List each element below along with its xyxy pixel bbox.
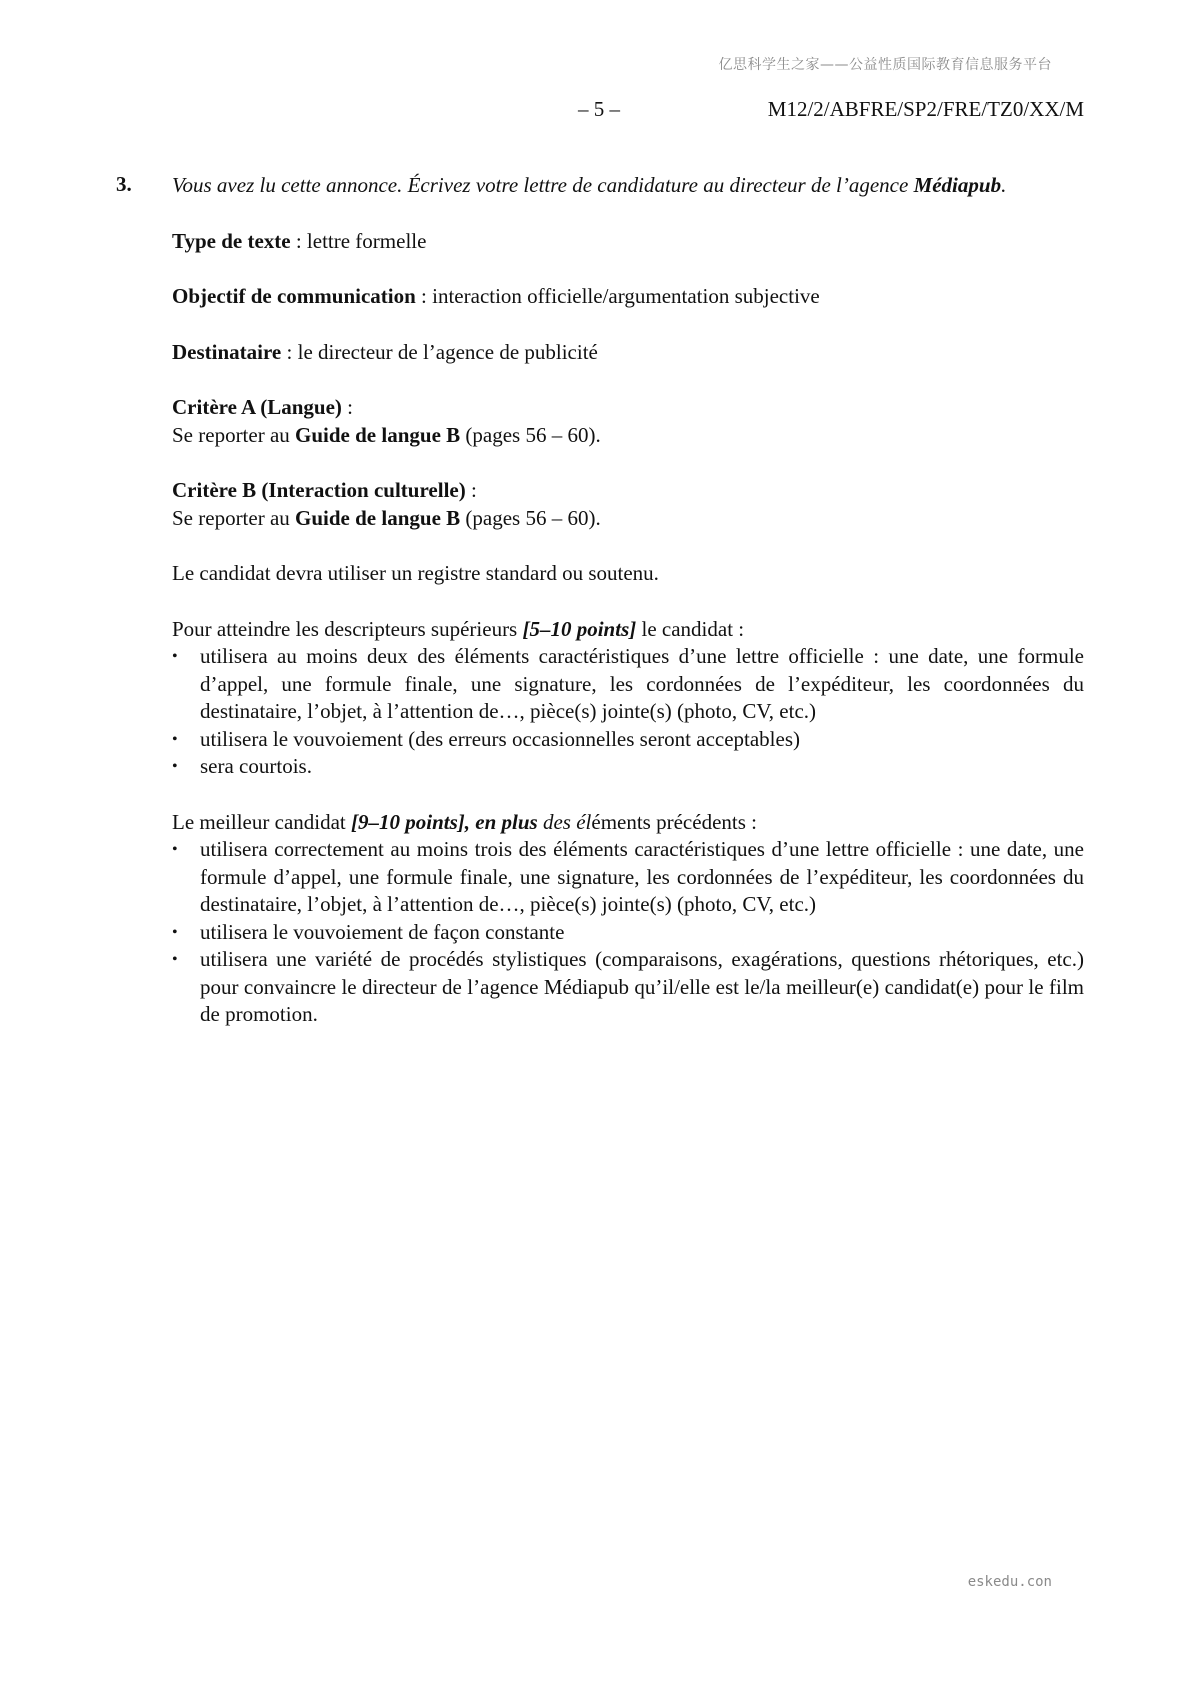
watermark-top: 亿思科学生之家——公益性质国际教育信息服务平台 xyxy=(718,57,1052,73)
markscheme-content xyxy=(172,172,1084,1057)
critere-b-sep: : xyxy=(465,478,477,502)
type-texte xyxy=(172,228,1084,256)
page-number: – 5 – xyxy=(578,97,620,121)
superieurs-list xyxy=(172,643,1084,781)
list-item: • utilisera le vouvoiement (des erreurs occasionnelles seront acceptables) xyxy=(172,726,1084,754)
type-texte-label: Type de texte xyxy=(172,228,291,253)
type-texte-sep: : xyxy=(290,228,307,253)
critere-a-guide: Guide de langue B xyxy=(295,422,461,447)
objectif-sep: : xyxy=(415,284,433,308)
type-texte-value: lettre formelle xyxy=(306,228,427,253)
descripteurs-superieurs xyxy=(172,616,1084,781)
instruction-agency: Médiapub xyxy=(913,173,1002,197)
critere-b-ref-pre: Se reporter au xyxy=(172,505,296,530)
critere-a-ref-post: (pages 56 – 60). xyxy=(460,422,601,447)
list-item: • utilisera le vouvoiement de façon constante xyxy=(172,919,1084,947)
critere-a xyxy=(172,394,1084,449)
list-item: • utilisera une variété de procédés stylistiques (comparaisons, exagérations, questions rhétoriques, etc.) pour convaincre le directeur de l’agence Médiapub qu’il/elle est le/la meilleur(e) candidat(e) pour le film de promotion. xyxy=(172,946,1084,1029)
superieurs-intro xyxy=(172,616,1084,644)
meilleur-intro-pre: Le meilleur candidat xyxy=(172,809,352,834)
objectif-label: Objectif de communication xyxy=(172,284,416,308)
destinataire-label: Destinataire xyxy=(172,339,282,364)
list-item: • sera courtois. xyxy=(172,753,1084,781)
watermark-bottom: eskedu.con xyxy=(967,1574,1052,1590)
critere-b xyxy=(172,477,1084,532)
critere-b-label: Critère B (Interaction culturelle) xyxy=(172,478,466,502)
list-item: • utilisera au moins deux des éléments caractéristiques d’une lettre officielle : une date, une formule d’appel, une formule finale, une signature, les cordonnées de l’expéditeur, les coordonnées du destinataire, l’objet, à l’attention de…, pièce(s) jointe(s) (photo, CV, etc.) xyxy=(172,643,1084,726)
objectif-value: interaction officielle/argumentation subjective xyxy=(432,284,820,308)
critere-b-guide: Guide de langue B xyxy=(295,505,461,530)
instruction-text: Vous avez lu cette annonce. Écrivez votre lettre de candidature au directeur de l’agence xyxy=(172,173,914,197)
question-instruction xyxy=(172,172,1084,200)
meilleur-list xyxy=(172,836,1084,1029)
destinataire xyxy=(172,339,1084,367)
destinataire-sep: : xyxy=(281,339,298,364)
critere-a-ref-pre: Se reporter au xyxy=(172,422,296,447)
destinataire-value: le directeur de l’agence de publicité xyxy=(297,339,598,364)
instruction-end: . xyxy=(1001,173,1007,197)
question-number: 3. xyxy=(116,172,132,196)
registre: Le candidat devra utiliser un registre standard ou soutenu. xyxy=(172,561,659,585)
document-code: M12/2/ABFRE/SP2/FRE/TZ0/XX/M xyxy=(767,97,1084,121)
superieurs-points: [5–10 points] xyxy=(522,616,637,641)
meilleur-intro-post: éments précédents : xyxy=(591,809,757,834)
superieurs-intro-post: le candidat : xyxy=(636,616,745,641)
critere-a-sep: : xyxy=(341,395,354,419)
critere-a-label: Critère A (Langue) xyxy=(172,395,342,419)
meilleur-intro-des: des él xyxy=(537,809,592,834)
critere-b-ref-post: (pages 56 – 60). xyxy=(460,505,601,530)
meilleur-points: [9–10 points], en plus xyxy=(351,809,538,834)
meilleur-intro xyxy=(172,809,1084,837)
list-item: • utilisera correctement au moins trois des éléments caractéristiques d’une lettre officielle : une date, une formule d’appel, une formule finale, une signature, les cordonnées de l’expéditeur, les coordonnées du destinataire, l’objet, à l’attention de…, pièce(s) jointe(s) (photo, CV, etc.) xyxy=(172,836,1084,919)
objectif xyxy=(172,283,1084,311)
superieurs-intro-pre: Pour atteindre les descripteurs supérieurs xyxy=(172,616,523,641)
meilleur-candidat xyxy=(172,809,1084,1029)
